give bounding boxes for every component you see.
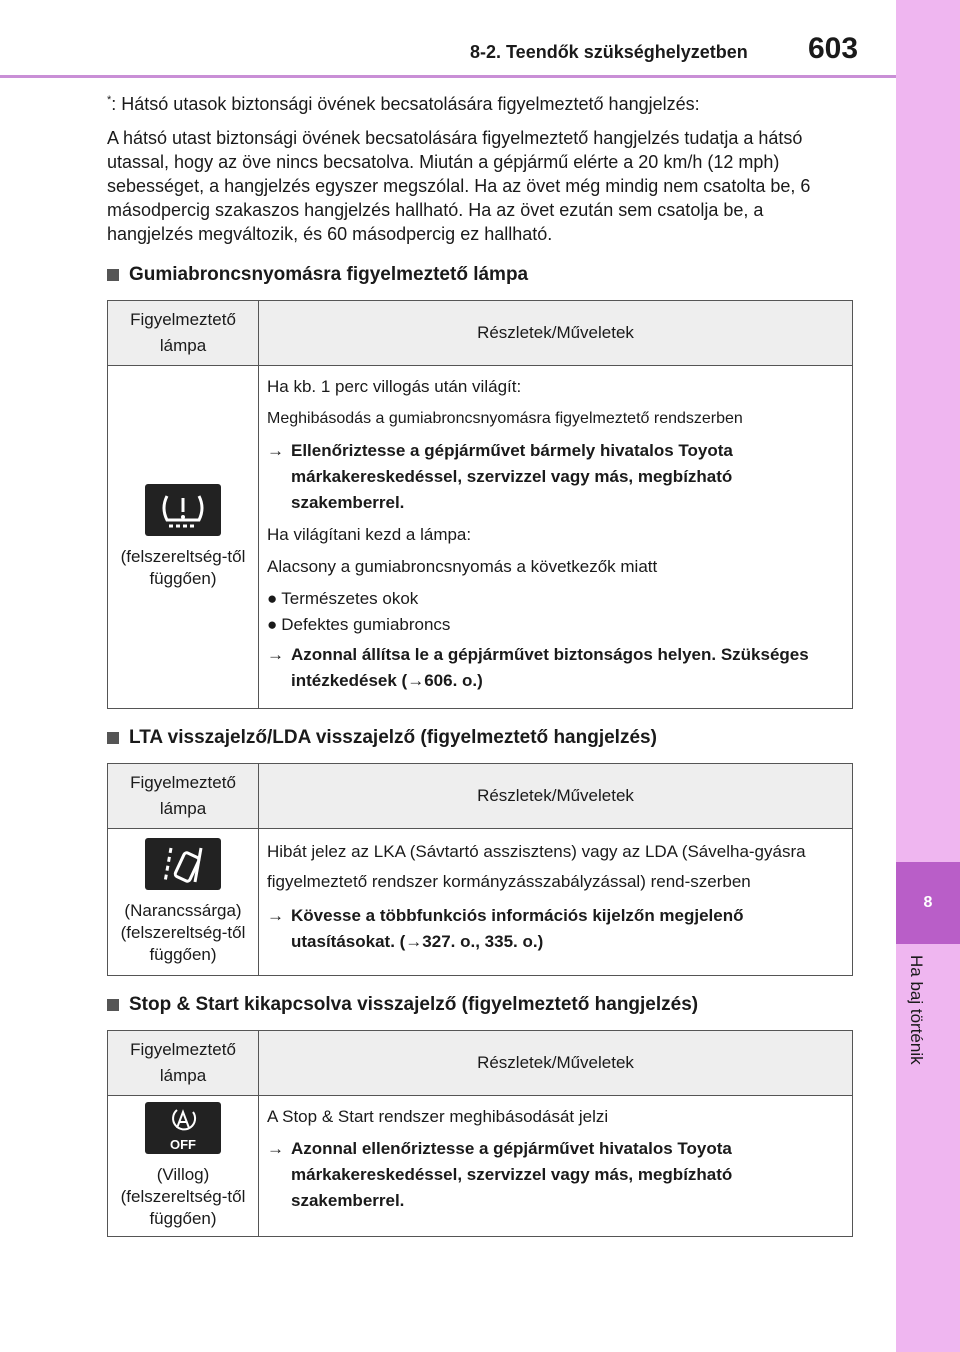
details-cell xyxy=(259,1096,853,1237)
action-text: Ellenőriztesse a gépjárművet bármely hivatalos Toyota márkakereskedéssel, szervizzel vagy más, megbízható szakemberrel. xyxy=(291,441,733,512)
detail-line: A Stop & Start rendszer meghibásodását jelzi xyxy=(267,1107,609,1126)
arrow-icon: → xyxy=(267,1139,284,1158)
tire-pressure-icon xyxy=(145,484,221,536)
warning-table xyxy=(107,300,853,709)
warning-table xyxy=(107,763,853,976)
lamp-cell xyxy=(108,829,259,976)
section-heading-text: Stop & Start kikapcsolva visszajelző (figyelmeztető hangjelzés) xyxy=(129,994,699,1015)
chapter-label: Ha baj történik xyxy=(907,955,926,1065)
lamp-cell xyxy=(108,366,259,709)
lamp-caption: (felszereltség-től függően) xyxy=(120,1187,246,1228)
header-rule xyxy=(0,75,896,78)
action-instruction xyxy=(267,642,844,694)
footnote-text: : Hátsó utasok biztonsági övének becsatolására figyelmeztető hangjelzés: xyxy=(111,94,700,114)
col-header-lamp: Figyelmeztető lámpa xyxy=(108,301,259,366)
square-bullet-icon xyxy=(107,999,119,1011)
action-text: Azonnal ellenőriztesse a gépjárművet hivatalos Toyota márkakereskedéssel, szervizzel vagy más, megbízható szakemberrel. xyxy=(291,1139,733,1210)
detail-line: Meghibásodás a gumiabroncsnyomásra figyelmeztető rendszerben xyxy=(267,410,743,427)
action-instruction xyxy=(267,1136,844,1214)
footnote xyxy=(107,88,853,116)
lamp-caption: (felszereltség-től függően) xyxy=(120,547,246,588)
col-header-lamp: Figyelmeztető lámpa xyxy=(108,1031,259,1096)
page-number: 603 xyxy=(808,32,859,65)
action-text: Kövesse a többfunkciós információs kijelzőn megjelenő utasításokat. (→327. o., 335. o.) xyxy=(291,906,744,951)
bullet-item: ● Defektes gumiabroncs xyxy=(267,612,844,638)
detail-line: Hibát jelez az LKA (Sávtartó asszisztens) vagy az LDA (Sávelha-gyásra figyelmeztető rendszer kormányzásszabályzással) rend-szerben xyxy=(267,842,806,891)
action-instruction xyxy=(267,438,844,516)
action-text: Azonnal állítsa le a gépjárművet biztonságos helyen. Szükséges intézkedések (→606. o.) xyxy=(291,645,809,690)
bullet-item: ● Természetes okok xyxy=(267,586,844,612)
stop-start-off-icon xyxy=(145,1102,221,1154)
arrow-icon: → xyxy=(267,441,284,460)
section-heading-text: LTA visszajelző/LDA visszajelző (figyelmeztető hangjelzés) xyxy=(129,727,657,748)
warning-table xyxy=(107,1030,853,1237)
footnote-mark: * xyxy=(107,94,112,106)
detail-line: Ha kb. 1 perc villogás után világít: xyxy=(267,377,522,396)
detail-line: Alacsony a gumiabroncsnyomás a következők miatt xyxy=(267,557,658,576)
arrow-icon: → xyxy=(267,906,284,925)
lane-departure-icon xyxy=(145,838,221,890)
col-header-details: Részletek/Műveletek xyxy=(259,1031,853,1096)
section-heading xyxy=(107,994,853,1016)
lamp-cell xyxy=(108,1096,259,1237)
lamp-caption: (Villog) xyxy=(156,1165,210,1184)
detail-line: Ha világítani kezd a lámpa: xyxy=(267,525,472,544)
details-cell xyxy=(259,366,853,709)
action-instruction xyxy=(267,903,844,955)
section-heading-text: Gumiabroncsnyomásra figyelmeztető lámpa xyxy=(129,264,529,285)
arrow-icon: → xyxy=(267,645,284,664)
icon-off-label: OFF xyxy=(170,1137,196,1152)
square-bullet-icon xyxy=(107,269,119,281)
header-title: 8-2. Teendők szükséghelyzetben xyxy=(470,42,748,62)
lamp-caption: (felszereltség-től függően) xyxy=(120,923,246,964)
col-header-lamp: Figyelmeztető lámpa xyxy=(108,764,259,829)
square-bullet-icon xyxy=(107,732,119,744)
col-header-details: Részletek/Műveletek xyxy=(259,301,853,366)
side-tab xyxy=(896,0,960,1352)
section-heading xyxy=(107,727,853,749)
section-heading xyxy=(107,264,853,286)
details-cell xyxy=(259,829,853,976)
lamp-caption: (Narancssárga) xyxy=(124,901,242,920)
page-content xyxy=(107,88,853,1237)
chapter-number[interactable]: 8 xyxy=(896,862,960,944)
intro-paragraph: A hátsó utast biztonsági övének becsatolására figyelmeztető hangjelzés tudatja a hátsó utassal, hogy az öve nincs becsatolva. Miután a gépjármű elérte a 20 km/h (12 mph) sebességet, a hangjelzés egyszer megszólal. Ha az övet még mindig nem csatolta be, 6 másodpercig szakaszos hangjelzés hallható. Ha az övet ezután sem csatolja be, a hangjelzés megváltozik, és 60 másodpercig ez hallható. xyxy=(107,128,811,244)
col-header-details: Részletek/Műveletek xyxy=(259,764,853,829)
